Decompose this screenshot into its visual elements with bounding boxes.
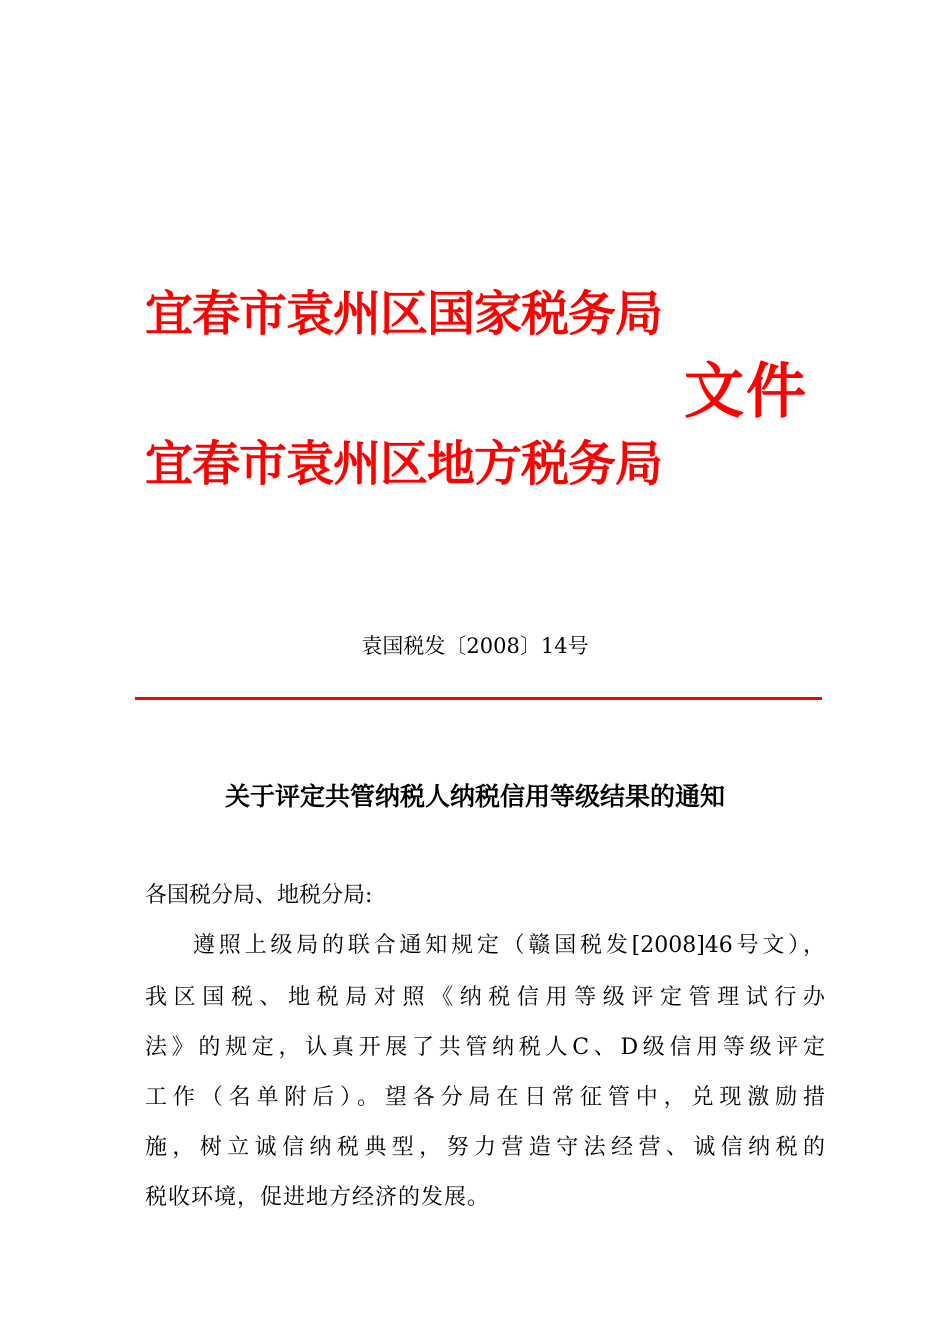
issuer-line-national-tax: 宜春市袁州区国家税务局 xyxy=(145,286,663,342)
red-divider-line xyxy=(135,697,822,700)
file-word: 文件 xyxy=(684,357,808,427)
body-line: 我区国税、地税局对照《纳税信用等级评定管理试行办 xyxy=(145,985,825,1010)
document-number: 袁国税发〔2008〕14号 xyxy=(361,634,589,658)
body-line: 税收环境，促进地方经济的发展。 xyxy=(145,1185,491,1210)
body-line: 工作（名单附后）。望各分局在日常征管中，兑现激励措 xyxy=(145,1085,825,1110)
body-line: 遵照上级局的联合通知规定（赣国税发[2008]46号文）， xyxy=(193,933,825,958)
body-line: 法》的规定，认真开展了共管纳税人C、D级信用等级评定 xyxy=(145,1035,825,1060)
salutation: 各国税分局、地税分局: xyxy=(145,883,373,908)
issuer-line-local-tax: 宜春市袁州区地方税务局 xyxy=(145,436,663,492)
document-title: 关于评定共管纳税人纳税信用等级结果的通知 xyxy=(224,782,725,811)
body-line: 施，树立诚信纳税典型，努力营造守法经营、诚信纳税的 xyxy=(145,1135,825,1160)
